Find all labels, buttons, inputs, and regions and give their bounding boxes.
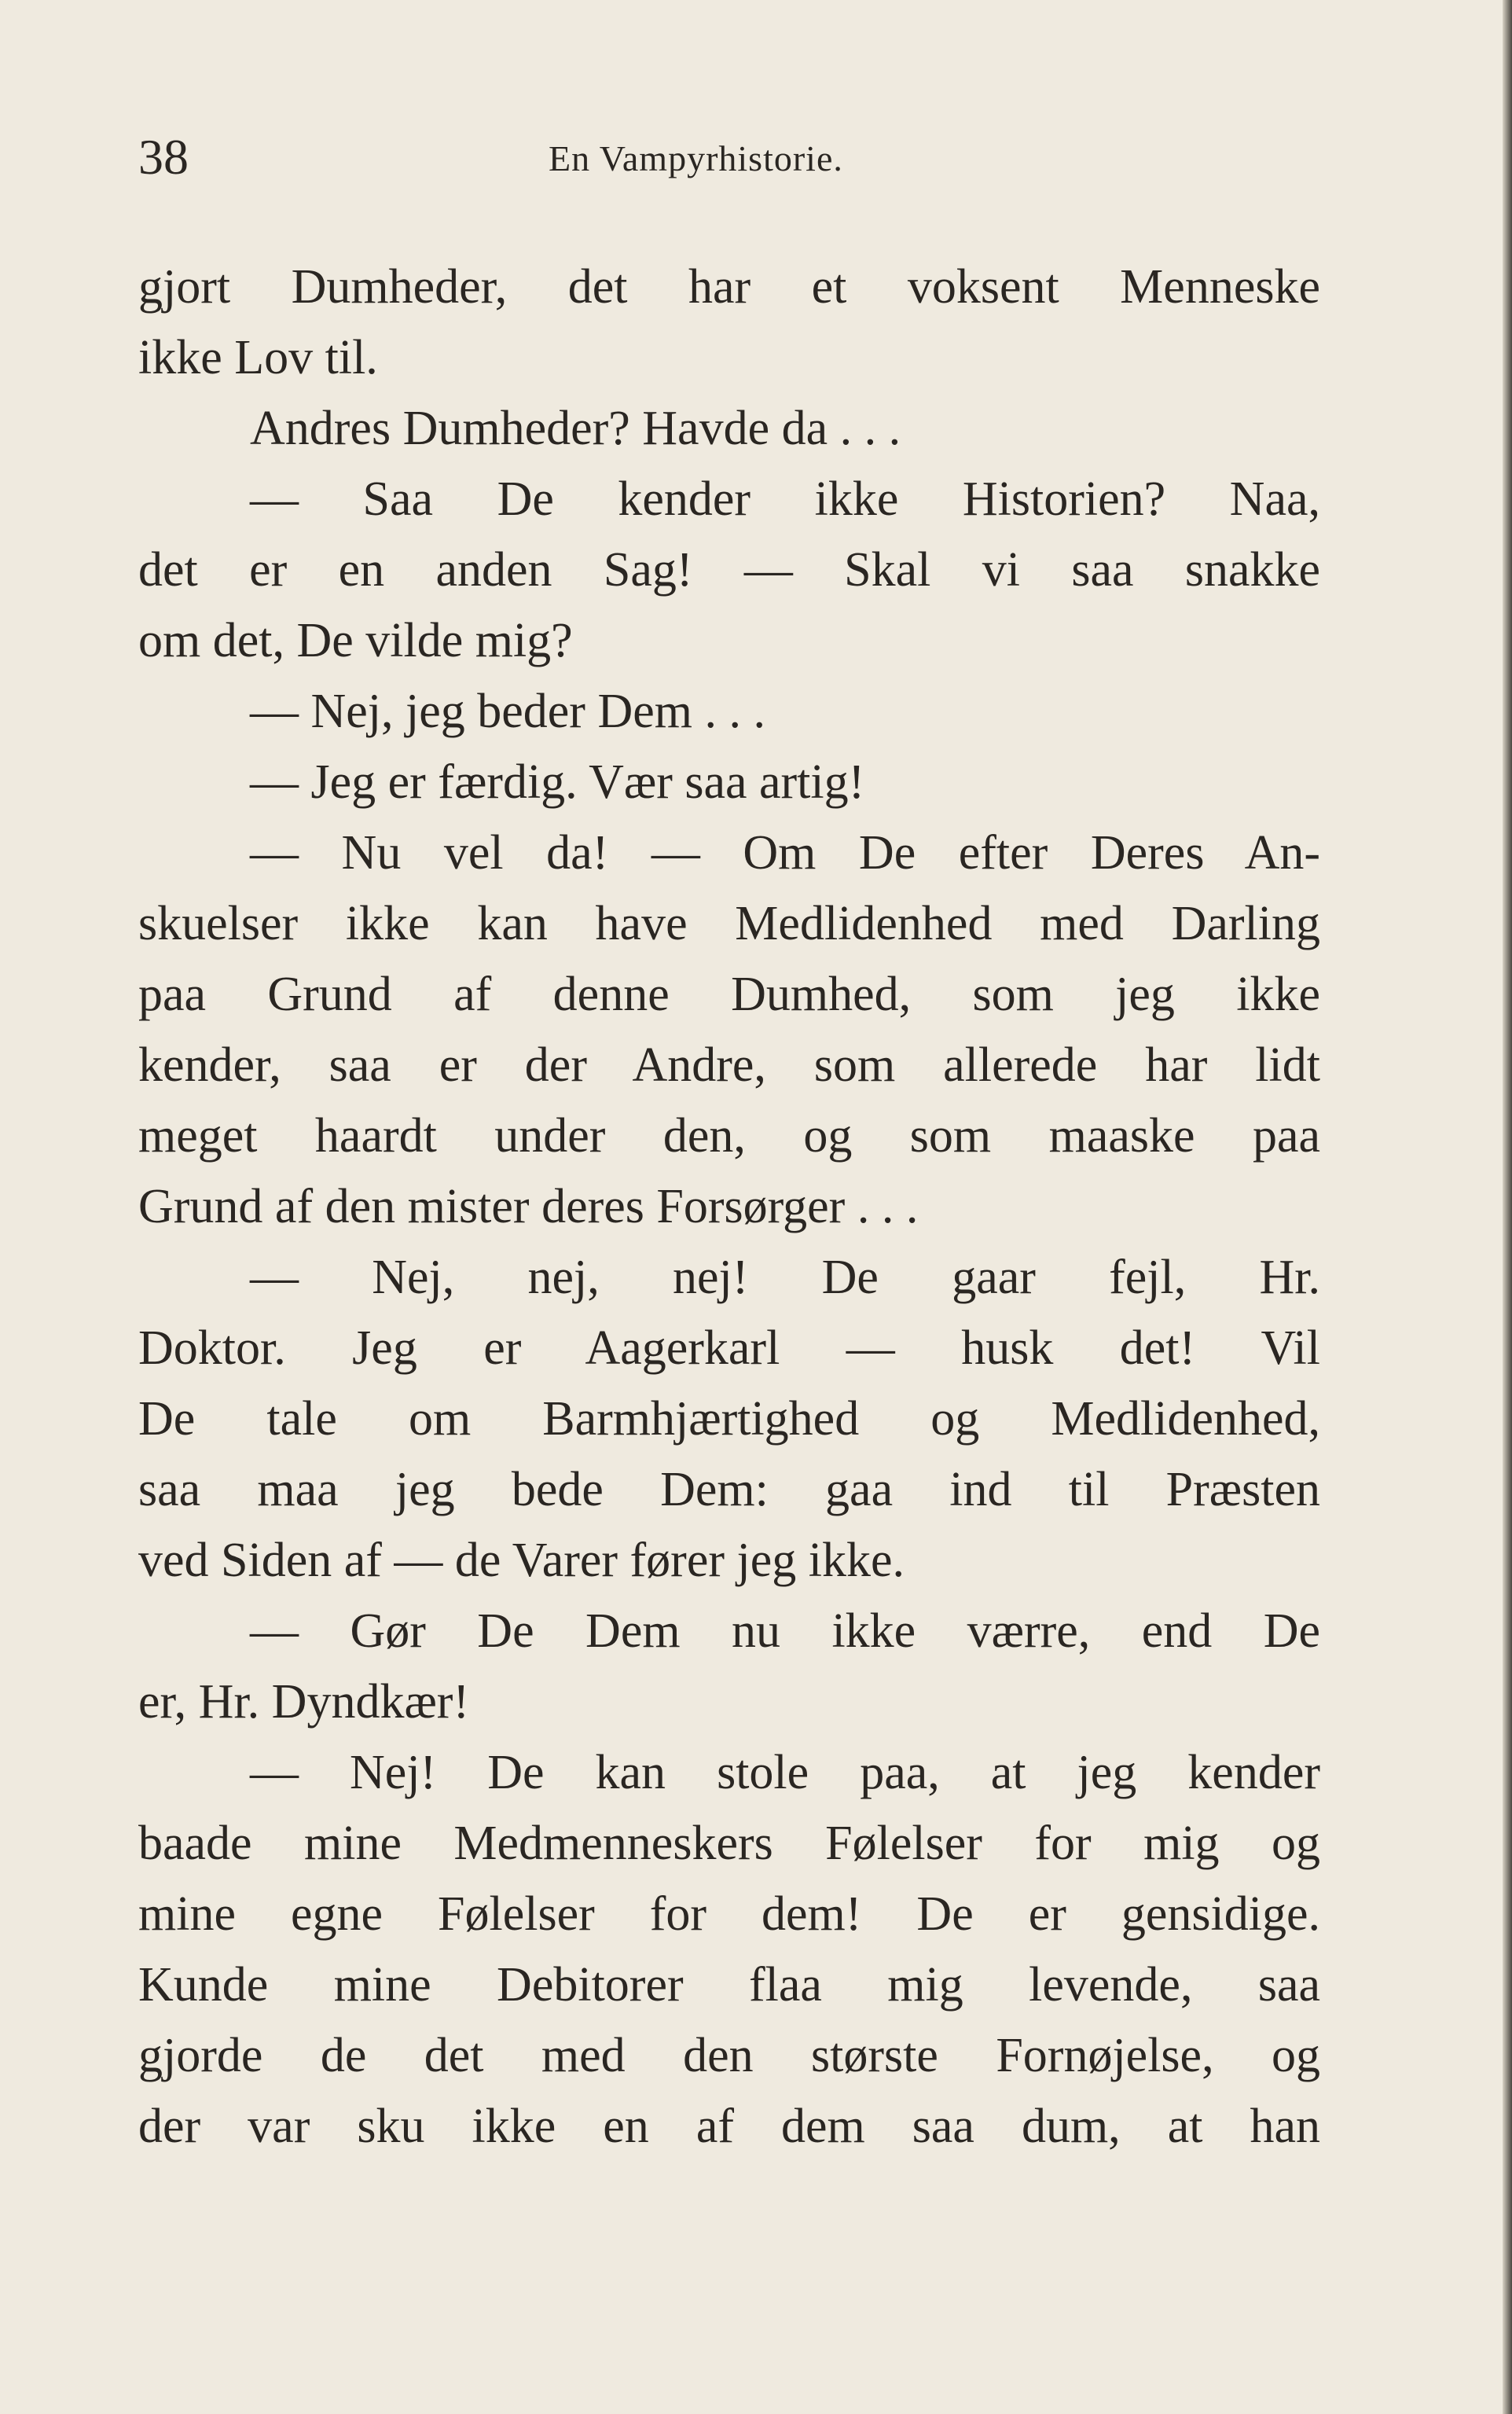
text-line: Andres Dumheder? Havde da . . . (250, 402, 901, 455)
text-line: — Nu vel da! — Om De efter Deres An- (250, 826, 1320, 880)
text-line: saa maa jeg bede Dem: gaa ind til Præsten (138, 1463, 1320, 1516)
text-line: Doktor. Jeg er Aagerkarl — husk det! Vil (138, 1321, 1320, 1375)
text-line: baade mine Medmenneskers Følelser for mig og (138, 1817, 1320, 1870)
text-line: De tale om Barmhjærtighed og Medlidenhed, (138, 1392, 1320, 1446)
text-line: — Nej, nej, nej! De gaar fejl, Hr. (250, 1251, 1320, 1304)
text-line: gjort Dumheder, det har et voksent Menneske (138, 260, 1320, 314)
text-line: skuelser ikke kan have Medlidenhed med Darling (138, 897, 1320, 950)
text-line: gjorde de det med den største Fornøjelse, og (138, 2029, 1320, 2082)
text-line: om det, De vilde mig? (138, 614, 573, 667)
text-line: Kunde mine Debitorer flaa mig levende, saa (138, 1958, 1320, 2012)
text-line: paa Grund af denne Dumhed, som jeg ikke (138, 968, 1320, 1021)
text-line: er, Hr. Dyndkær! (138, 1675, 470, 1729)
page-edge (1503, 0, 1512, 2414)
text-line: mine egne Følelser for dem! De er gensidige. (138, 1887, 1320, 1941)
text-line: — Gør De Dem nu ikke værre, end De (250, 1604, 1320, 1658)
text-line: Grund af den mister deres Forsørger . . . (138, 1180, 919, 1233)
text-line: meget haardt under den, og som maaske paa (138, 1109, 1320, 1163)
running-title: En Vampyrhistorie. (549, 138, 843, 178)
text-line: — Jeg er færdig. Vær saa artig! (250, 755, 865, 809)
text-line: ved Siden af — de Varer fører jeg ikke. (138, 1534, 905, 1587)
text-line: — Saa De kender ikke Historien? Naa, (250, 472, 1320, 526)
body-text (138, 252, 1320, 2162)
text-line: der var sku ikke en af dem saa dum, at han (138, 2100, 1320, 2153)
page-number: 38 (138, 129, 189, 185)
text-line: det er en anden Sag! — Skal vi saa snakke (138, 543, 1320, 597)
text-line: kender, saa er der Andre, som allerede har lidt (138, 1038, 1320, 1092)
text-line: ikke Lov til. (138, 331, 378, 384)
page-header (0, 126, 1512, 189)
text-line: — Nej! De kan stole paa, at jeg kender (250, 1746, 1320, 1799)
text-line: — Nej, jeg beder Dem . . . (250, 685, 765, 738)
